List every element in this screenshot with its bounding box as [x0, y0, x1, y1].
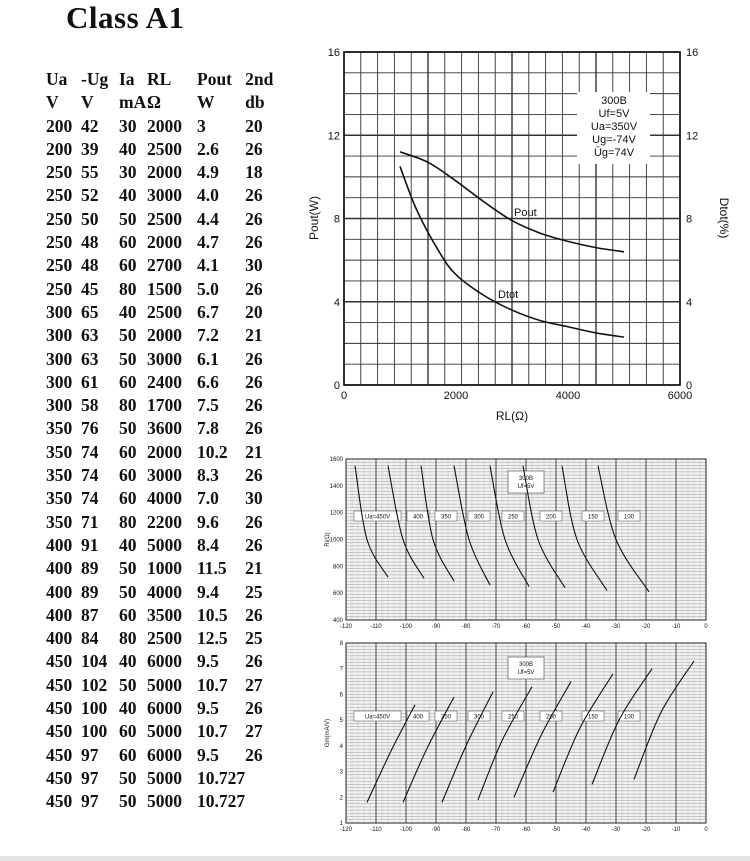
table-cell: 26: [245, 698, 263, 719]
table-cell: mA: [119, 92, 147, 113]
table-cell: 9.5: [197, 698, 219, 719]
table-cell: 3: [197, 115, 206, 136]
x-tick-label: -90: [431, 624, 441, 630]
x-tick-label: -50: [551, 624, 561, 630]
table-cell: 50: [119, 791, 137, 812]
table-cell: 60: [119, 441, 137, 462]
table-cell: 60: [119, 465, 137, 486]
table-cell: 2200: [147, 511, 182, 532]
table-cell: 65: [81, 301, 99, 322]
table-cell: 2.6: [197, 138, 219, 159]
ua-label: 150: [587, 514, 599, 521]
table-cell: 3500: [147, 604, 182, 625]
x-tick-label: -80: [461, 827, 471, 833]
table-cell: 21: [245, 558, 263, 579]
legend-entry: Uf=5V: [517, 670, 535, 676]
table-cell: 10.727: [197, 791, 246, 812]
table-cell: 7.5: [197, 395, 219, 416]
table-cell: 26: [245, 371, 263, 392]
table-cell: 7.0: [197, 488, 219, 509]
table-cell: 350: [46, 511, 73, 532]
table-cell: 74: [81, 441, 99, 462]
table-cell: 26: [245, 395, 263, 416]
table-cell: 2000: [147, 232, 182, 253]
x-tick-label: 0: [704, 827, 708, 833]
table-cell: 100: [81, 698, 108, 719]
x-tick-label: -30: [611, 827, 621, 833]
ua-label: 300: [473, 514, 485, 521]
table-cell: 40: [119, 138, 137, 159]
table-cell: 27: [245, 721, 263, 742]
table-cell: 97: [81, 767, 99, 788]
table-cell: 9.4: [197, 581, 219, 602]
table-cell: 5000: [147, 534, 182, 555]
x-tick-label: -10: [671, 624, 681, 630]
x-tick-label: -40: [581, 827, 591, 833]
table-cell: 74: [81, 488, 99, 509]
table-cell: 4.0: [197, 185, 219, 206]
ua-label: 400: [412, 714, 424, 721]
table-cell: 27: [245, 674, 263, 695]
ua-label: 100: [623, 714, 635, 721]
table-cell: 400: [46, 581, 73, 602]
ua-label: 250: [507, 714, 519, 721]
y-tick-label: 6: [339, 692, 343, 699]
table-cell: 1500: [147, 278, 182, 299]
table-cell: 63: [81, 325, 99, 346]
legend-entry: Ūg=74V: [593, 147, 635, 159]
x-tick-label: -100: [399, 624, 413, 630]
table-cell: 5000: [147, 674, 182, 695]
table-cell: 76: [81, 418, 99, 439]
table-cell: 450: [46, 698, 73, 719]
table-cell: 2700: [147, 255, 182, 276]
y-tick-label: 8: [333, 213, 340, 226]
y-axis-label-left: Pout(W): [307, 195, 321, 241]
y-tick-label-right: 8: [686, 213, 693, 226]
table-cell: 6000: [147, 698, 182, 719]
table-cell: db: [245, 92, 265, 113]
table-cell: 9.5: [197, 744, 219, 765]
x-tick-label: -50: [551, 827, 561, 833]
table-cell: 5.0: [197, 278, 219, 299]
table-cell: 2500: [147, 628, 182, 649]
table-cell: 40: [119, 301, 137, 322]
x-tick-label: -70: [491, 624, 501, 630]
table-cell: W: [197, 92, 215, 113]
x-tick-label: 0: [704, 624, 708, 630]
table-cell: 400: [46, 628, 73, 649]
table-cell: 18: [245, 162, 263, 183]
table-cell: 26: [245, 744, 263, 765]
table-cell: 9.5: [197, 651, 219, 672]
table-cell: 3000: [147, 465, 182, 486]
table-cell: 42: [81, 115, 99, 136]
table-cell: 30: [245, 488, 263, 509]
y-tick-label: 16: [327, 47, 340, 59]
table-cell: 26: [245, 185, 263, 206]
legend-entry: 300B: [518, 476, 534, 482]
table-cell: 26: [245, 232, 263, 253]
table-cell: 60: [119, 232, 137, 253]
table-cell: 60: [119, 371, 137, 392]
table-cell: 6.6: [197, 371, 219, 392]
table-cell: 450: [46, 651, 73, 672]
table-cell: 102: [81, 674, 108, 695]
table-cell: 26: [245, 208, 263, 229]
y-tick-label: 1200: [329, 510, 343, 517]
table-cell: 8.4: [197, 534, 219, 555]
table-cell: 80: [119, 395, 137, 416]
table-cell: 26: [245, 278, 263, 299]
table-cell: 61: [81, 371, 99, 392]
table-cell: 300: [46, 348, 73, 369]
x-tick-label: -60: [521, 827, 531, 833]
table-cell: 74: [81, 465, 99, 486]
table-cell: 20: [245, 115, 263, 136]
table-cell: RL: [147, 69, 172, 89]
ua-label: 350: [440, 714, 452, 721]
y-tick-label: 2: [339, 795, 343, 802]
table-cell: Ua: [46, 69, 68, 89]
legend-entry: Ua=350V: [590, 121, 638, 133]
table-cell: 2000: [147, 325, 182, 346]
y-tick-label-right: 0: [686, 380, 693, 392]
table-cell: 89: [81, 558, 99, 579]
table-cell: 80: [119, 278, 137, 299]
table-cell: 26: [245, 511, 263, 532]
table-cell: 200: [46, 115, 73, 136]
table-cell: 10.7: [197, 721, 228, 742]
table-cell: 450: [46, 721, 73, 742]
y-tick-label: 7: [339, 666, 343, 673]
table-cell: 55: [81, 162, 99, 183]
table-cell: 26: [245, 138, 263, 159]
table-cell: 300: [46, 301, 73, 322]
x-tick-label: -20: [641, 827, 651, 833]
table-cell: 50: [81, 208, 99, 229]
table-cell: 400: [46, 534, 73, 555]
table-cell: 10.7: [197, 674, 228, 695]
table-cell: 25: [245, 581, 263, 602]
table-cell: 250: [46, 232, 73, 253]
table-cell: 9.6: [197, 511, 219, 532]
table-cell: 30: [119, 162, 137, 183]
ua-label: Ua=450V: [364, 514, 391, 521]
table-cell: Ia: [119, 69, 135, 89]
ua-label: Ua=450V: [364, 714, 391, 721]
table-cell: 40: [119, 185, 137, 206]
table-cell: 250: [46, 255, 73, 276]
table-cell: 50: [119, 674, 137, 695]
x-tick-label: -110: [370, 827, 382, 833]
table-cell: 60: [119, 604, 137, 625]
table-cell: 300: [46, 371, 73, 392]
table-cell: 40: [119, 698, 137, 719]
table-cell: 45: [81, 278, 99, 299]
table-cell: V: [46, 92, 59, 113]
table-cell: 26: [245, 604, 263, 625]
table-cell: 2400: [147, 371, 182, 392]
table-cell: 50: [119, 581, 137, 602]
table-cell: 4000: [147, 488, 182, 509]
x-tick-label: -90: [431, 827, 441, 833]
table-cell: 87: [81, 604, 99, 625]
table-cell: 6.1: [197, 348, 219, 369]
table-cell: 2000: [147, 162, 182, 183]
table-cell: 300: [46, 395, 73, 416]
legend-entry: Uf=5V: [517, 484, 535, 490]
table-cell: 50: [119, 558, 137, 579]
table-cell: 7.8: [197, 418, 219, 439]
table-cell: 40: [119, 534, 137, 555]
table-cell: 21: [245, 441, 263, 462]
table-cell: 20: [245, 301, 263, 322]
x-tick-label: -10: [671, 827, 681, 833]
table-cell: 25: [245, 628, 263, 649]
series-label-pout: Pout: [514, 207, 537, 219]
ua-label: 400: [412, 514, 424, 521]
table-cell: 80: [119, 511, 137, 532]
table-cell: 1700: [147, 395, 182, 416]
table-cell: 350: [46, 488, 73, 509]
table-cell: 6000: [147, 651, 182, 672]
table-cell: 91: [81, 534, 99, 555]
table-cell: 39: [81, 138, 99, 159]
table-cell: 50: [119, 767, 137, 788]
table-cell: 10.2: [197, 441, 228, 462]
table-cell: 10.727: [197, 767, 246, 788]
table-cell: Ω: [147, 92, 162, 113]
table-cell: 26: [245, 534, 263, 555]
legend-entry: 300B: [518, 662, 534, 668]
table-cell: 2500: [147, 138, 182, 159]
table-cell: 5000: [147, 791, 182, 812]
x-tick-label: -100: [399, 827, 413, 833]
y-tick-label: 1: [339, 821, 343, 827]
x-tick-label: -40: [581, 624, 591, 630]
table-cell: 450: [46, 674, 73, 695]
y-tick-label: 8: [339, 641, 343, 647]
ua-label: 350: [440, 514, 452, 521]
y-axis-label: Gm(mA/V): [325, 718, 331, 748]
x-tick-label: 6000: [667, 390, 693, 402]
table-cell: 6.7: [197, 301, 219, 322]
table-cell: 7.2: [197, 325, 219, 346]
table-cell: -Ug: [81, 69, 109, 89]
table-cell: 60: [119, 721, 137, 742]
table-cell: 63: [81, 348, 99, 369]
table-cell: 2000: [147, 115, 182, 136]
bottom-divider: [0, 856, 750, 861]
table-cell: 26: [245, 465, 263, 486]
table-cell: 4.4: [197, 208, 219, 229]
y-tick-label-right: 12: [686, 130, 699, 143]
page-title: Class A1: [66, 0, 185, 35]
table-cell: 4.7: [197, 232, 219, 253]
table-cell: 250: [46, 185, 73, 206]
x-tick-label: -120: [339, 624, 353, 630]
x-tick-label: -110: [370, 624, 382, 630]
table-cell: 97: [81, 744, 99, 765]
table-cell: 400: [46, 558, 73, 579]
table-cell: 200: [46, 138, 73, 159]
table-cell: 2000: [147, 441, 182, 462]
y-tick-label: 1600: [329, 457, 343, 463]
table-cell: 450: [46, 791, 73, 812]
ua-label: 100: [623, 514, 635, 521]
table-cell: 58: [81, 395, 99, 416]
y-axis-label: Ri(Ω): [325, 532, 331, 547]
y-axis-label-right: Dtot(%): [717, 197, 731, 239]
table-cell: 104: [81, 651, 108, 672]
table-cell: 2500: [147, 301, 182, 322]
table-cell: 8.3: [197, 465, 219, 486]
table-cell: 60: [119, 488, 137, 509]
table-cell: 50: [119, 208, 137, 229]
table-cell: 71: [81, 511, 99, 532]
legend-entry: 300B: [601, 95, 627, 107]
table-cell: 50: [119, 418, 137, 439]
table-cell: 48: [81, 232, 99, 253]
table-cell: 21: [245, 325, 263, 346]
legend-entry: Uf=5V: [598, 108, 630, 120]
table-cell: 5000: [147, 767, 182, 788]
y-tick-label-right: 16: [686, 47, 699, 59]
table-cell: 11.5: [197, 558, 227, 579]
table-cell: 89: [81, 581, 99, 602]
y-tick-label: 400: [332, 618, 343, 624]
x-tick-label: 4000: [555, 390, 581, 402]
table-cell: 97: [81, 791, 99, 812]
table-cell: 26: [245, 651, 263, 672]
table-cell: 250: [46, 162, 73, 183]
table-cell: 5000: [147, 721, 182, 742]
y-tick-label: 1400: [329, 483, 343, 490]
y-tick-label: 3: [339, 769, 343, 776]
table-cell: 350: [46, 465, 73, 486]
x-tick-label: -30: [611, 624, 621, 630]
table-cell: 1000: [147, 558, 182, 579]
table-cell: 60: [119, 744, 137, 765]
table-cell: 50: [119, 325, 137, 346]
table-cell: 10.5: [197, 604, 228, 625]
x-tick-label: 2000: [443, 390, 469, 402]
ua-label: 200: [545, 514, 557, 521]
table-cell: 4.9: [197, 162, 219, 183]
table-cell: 3000: [147, 348, 182, 369]
y-tick-label: 4: [333, 296, 340, 309]
x-tick-label: -20: [641, 624, 651, 630]
table-cell: 400: [46, 604, 73, 625]
table-cell: 26: [245, 418, 263, 439]
ua-label: 250: [507, 514, 519, 521]
x-tick-label: -70: [491, 827, 501, 833]
table-cell: 250: [46, 278, 73, 299]
ua-label: 150: [587, 714, 599, 721]
ua-label: 200: [545, 714, 557, 721]
table-cell: 350: [46, 418, 73, 439]
table-cell: 84: [81, 628, 99, 649]
y-tick-label: 1000: [329, 537, 343, 544]
table-cell: 300: [46, 325, 73, 346]
table-cell: 80: [119, 628, 137, 649]
y-tick-label: 600: [332, 591, 343, 598]
table-cell: 450: [46, 744, 73, 765]
x-tick-label: -80: [461, 624, 471, 630]
table-cell: 50: [119, 348, 137, 369]
table-cell: 40: [119, 651, 137, 672]
table-cell: 12.5: [197, 628, 228, 649]
table-cell: Pout: [197, 69, 232, 89]
table-cell: 30: [119, 115, 137, 136]
table-cell: 3000: [147, 185, 182, 206]
table-cell: 2500: [147, 208, 182, 229]
table-cell: 6000: [147, 744, 182, 765]
y-tick-label: 5: [339, 718, 343, 725]
table-cell: 30: [245, 255, 263, 276]
y-tick-label: 12: [327, 130, 340, 143]
table-cell: 250: [46, 208, 73, 229]
legend-entry: Ug=-74V: [592, 134, 636, 146]
x-tick-label: -60: [521, 624, 531, 630]
table-cell: 60: [119, 255, 137, 276]
table-cell: 4000: [147, 581, 182, 602]
y-tick-label: 800: [332, 564, 343, 571]
series-label-dtot: Dtot: [498, 289, 519, 301]
y-tick-label: 4: [339, 743, 343, 750]
x-tick-label: 0: [340, 390, 348, 402]
table-cell: 52: [81, 185, 99, 206]
table-cell: 3600: [147, 418, 182, 439]
table-cell: 2nd: [245, 69, 274, 89]
table-cell: 4.1: [197, 255, 219, 276]
y-tick-label-right: 4: [686, 296, 693, 309]
x-axis-label: RL(Ω): [495, 409, 529, 423]
table-cell: 48: [81, 255, 99, 276]
table-cell: 450: [46, 767, 73, 788]
x-tick-label: -120: [339, 827, 353, 833]
y-tick-label: 0: [333, 380, 340, 392]
ua-label: 300: [473, 714, 485, 721]
table-cell: V: [81, 92, 94, 113]
table-cell: 350: [46, 441, 73, 462]
table-cell: 26: [245, 348, 263, 369]
table-cell: 100: [81, 721, 108, 742]
